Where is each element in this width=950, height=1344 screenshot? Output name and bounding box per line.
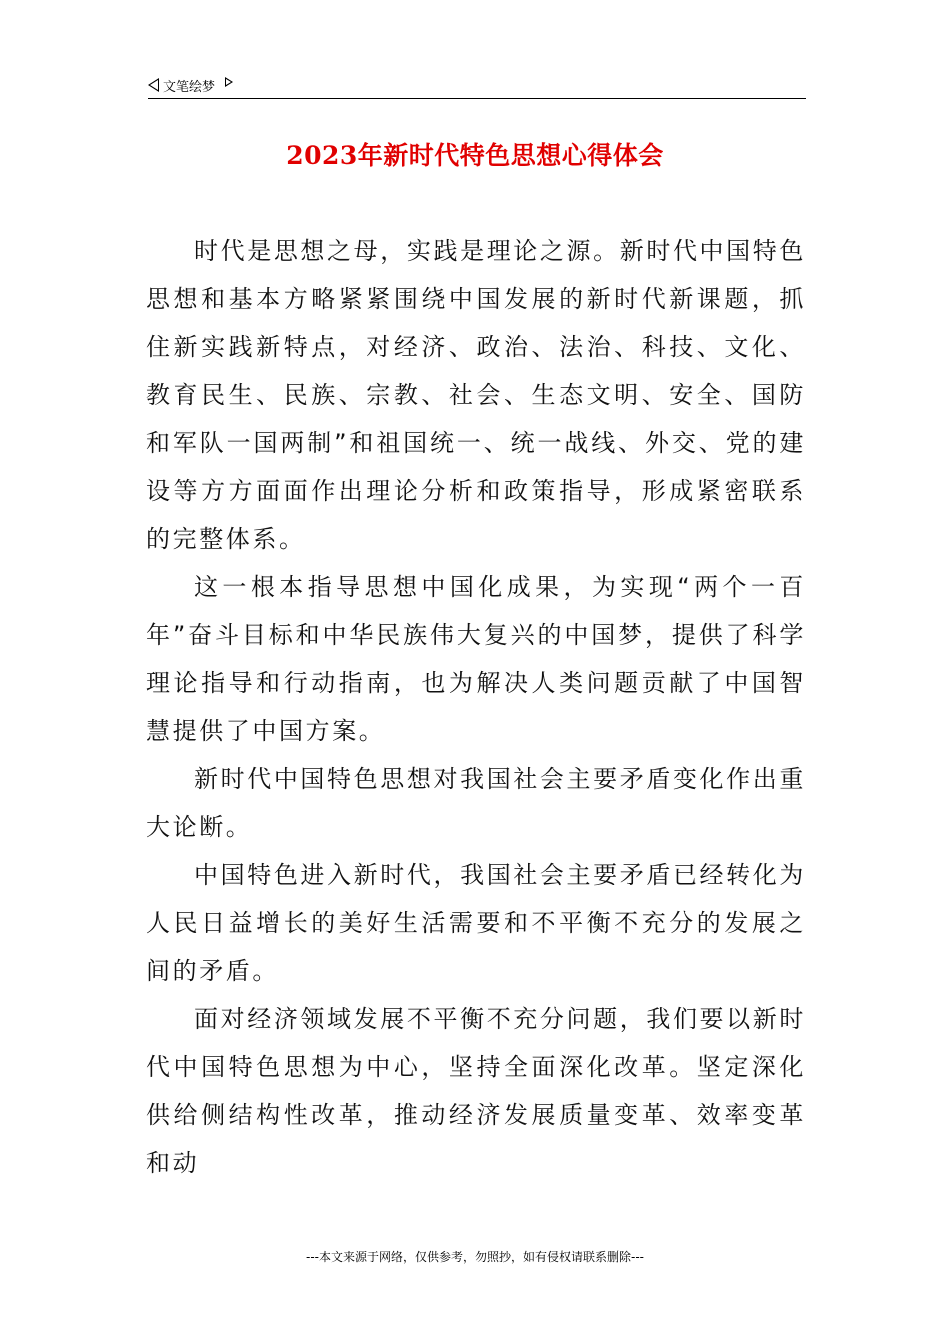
triangle-left-icon [148, 78, 159, 92]
page-header [148, 72, 806, 99]
paragraph: 这一根本指导思想中国化成果，为实现“两个一百年”奋斗目标和中华民族伟大复兴的中国梦，提供了科学理论指导和行动指南，也为解决人类问题贡献了中国智慧提供了中国方案。 [146, 573, 806, 745]
document-title: 2023年新时代特色思想心得体会 [286, 141, 664, 170]
paragraph: 时代是思想之母，实践是理论之源。新时代中国特色思想和基本方略紧紧围绕中国发展的新时代新课题，抓住新实践新特点，对经济、政治、法治、科技、文化、教育民生、民族、宗教、社会、生态文明、安全、国防和军队一国两制”和祖国统一、统一战线、外交、党的建设等方方面面作出理论分析和政策指导，形成紧密联系的完整体系。 [146, 237, 806, 553]
paragraph: 新时代中国特色思想对我国社会主要矛盾变化作出重大论断。 [146, 765, 806, 841]
document-body [146, 227, 806, 1187]
triangle-right-icon [225, 77, 233, 87]
paragraph: 中国特色进入新时代，我国社会主要矛盾已经转化为人民日益增长的美好生活需要和不平衡不充分的发展之间的矛盾。 [146, 861, 806, 985]
header-label: 文笔绘梦 [163, 79, 216, 95]
footer-disclaimer: ---本文来源于网络，仅供参考，勿照抄，如有侵权请联系删除--- [306, 1250, 644, 1264]
paragraph: 面对经济领域发展不平衡不充分问题，我们要以新时代中国特色思想为中心，坚持全面深化改革。坚定深化供给侧结构性改革，推动经济发展质量变革、效率变革和动 [146, 1005, 806, 1177]
